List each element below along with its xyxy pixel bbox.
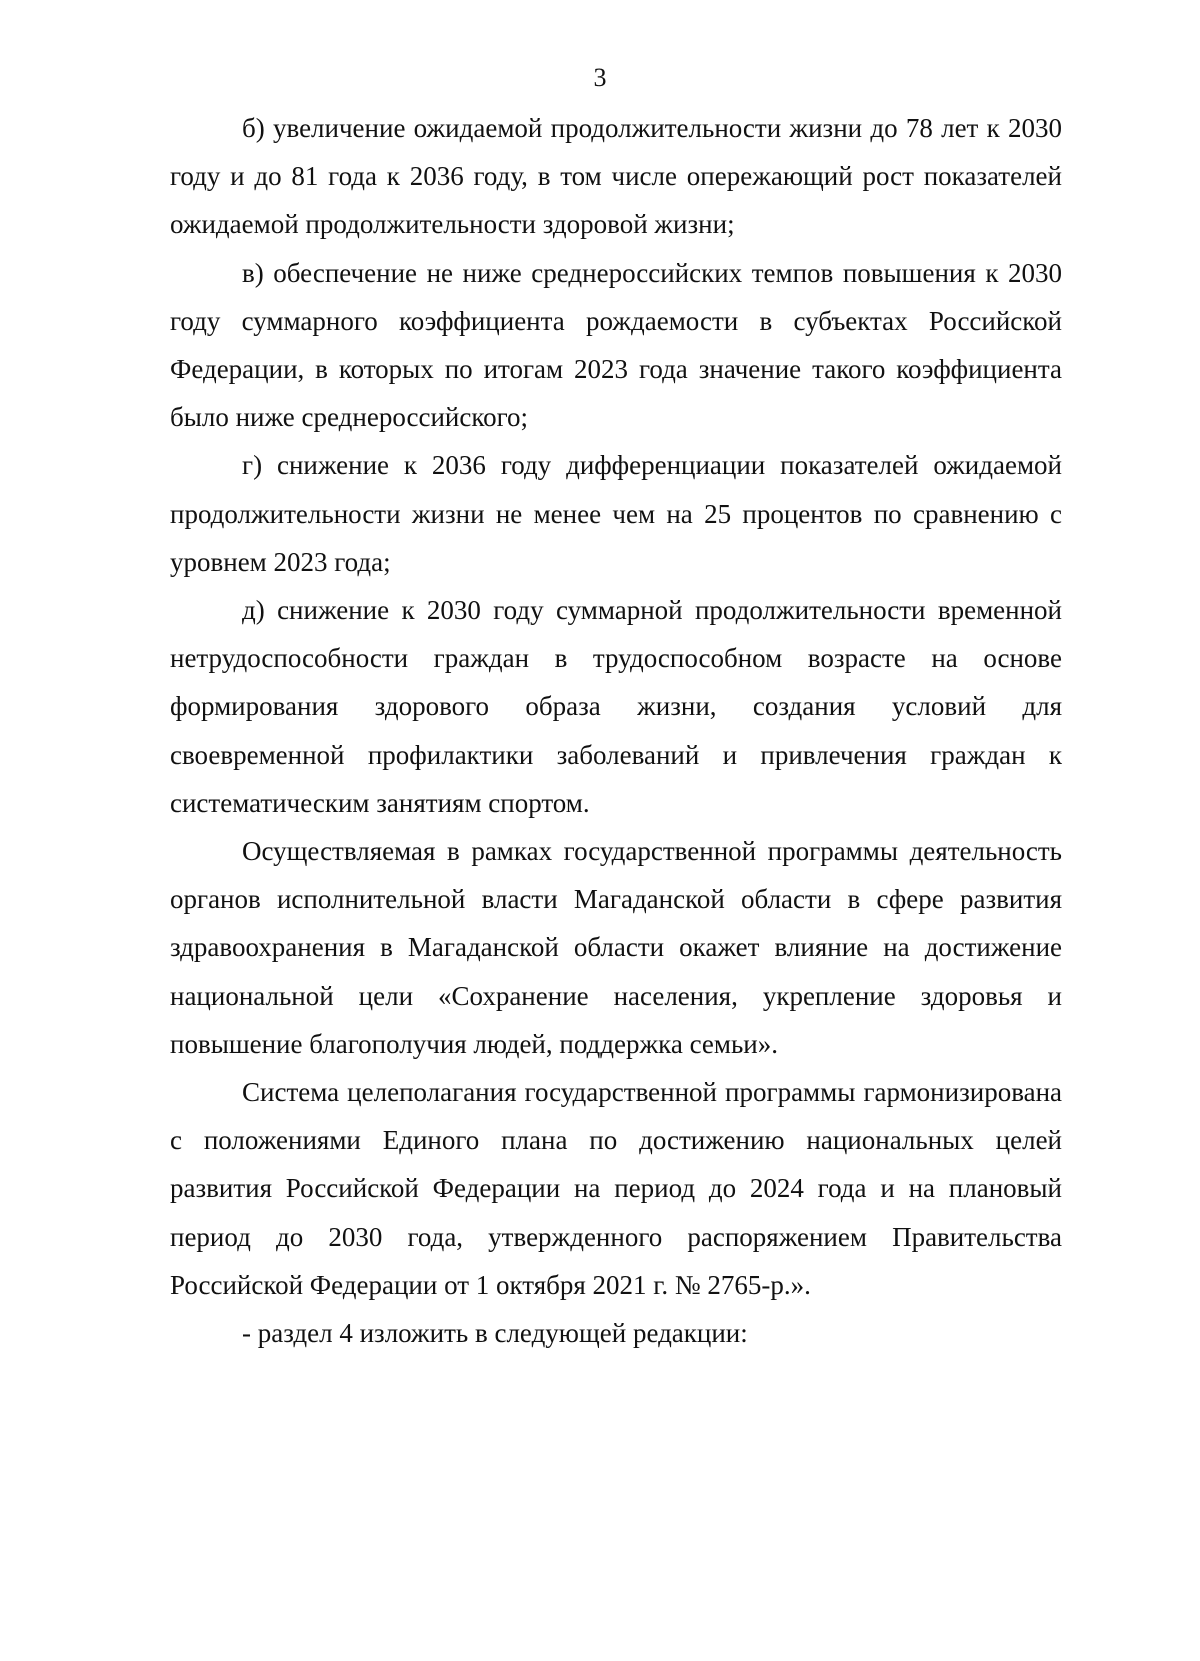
page-number: 3: [593, 63, 607, 92]
document-body: [170, 104, 1062, 1357]
paragraph-goal-setting: Система целеполагания государственной программы гармонизирована с положениями Единого плана по достижению национальных целей развития Российской Федерации на период до 2024 года и на плановый период до 2030 года, утвержденного распоряжением Правительства Российской Федерации от 1 октября 2021 г. № 2765-р.».: [170, 1077, 1062, 1300]
paragraph-b: б) увеличение ожидаемой продолжительности жизни до 78 лет к 2030 году и до 81 года к 2036 году, в том числе опережающий рост показателей ожидаемой продолжительности здоровой жизни;: [170, 113, 1062, 240]
paragraph-activity: Осуществляемая в рамках государственной программы деятельность органов исполнительной власти Магаданской области в сфере развития здравоохранения в Магаданской области окажет влияние на достижение национальной цели «Сохранение населения, укрепление здоровья и повышение благополучия людей, поддержка семьи».: [170, 836, 1062, 1059]
paragraph-g: г) снижение к 2036 году дифференциации показателей ожидаемой продолжительности жизни не менее чем на 25 процентов по сравнению с уровнем 2023 года;: [170, 450, 1062, 577]
paragraph-v: в) обеспечение не ниже среднероссийских темпов повышения к 2030 году суммарного коэффициента рождаемости в субъектах Российской Федерации, в которых по итогам 2023 года значение такого коэффициента было ниже среднероссийского;: [170, 257, 1062, 433]
paragraph-section-4: - раздел 4 изложить в следующей редакции:: [242, 1318, 748, 1349]
paragraph-d: д) снижение к 2030 году суммарной продолжительности временной нетрудоспособности граждан в трудоспособном возрасте на основе формирования здорового образа жизни, создания условий для своевременной профилактики заболеваний и привлечения граждан к систематическим занятиям спортом.: [170, 595, 1062, 818]
